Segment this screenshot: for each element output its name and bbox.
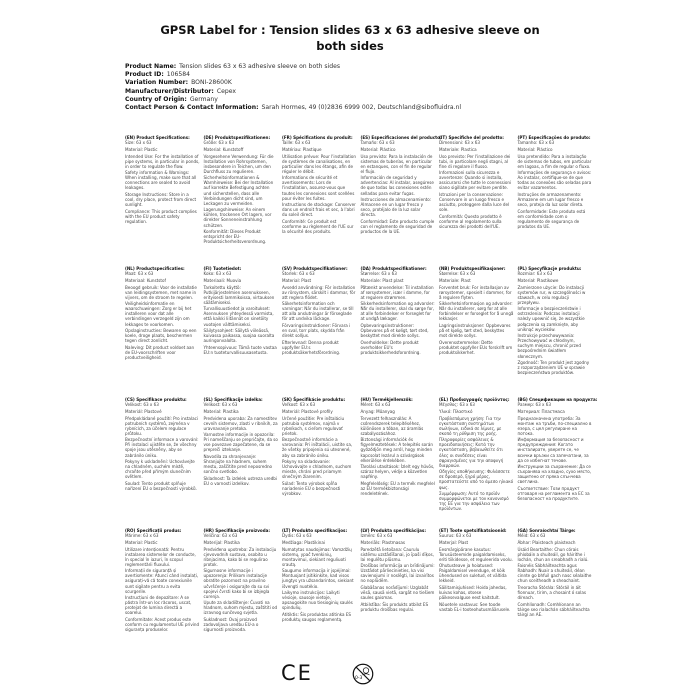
spec-size: Izmērs: 63 x 63 xyxy=(360,533,393,539)
spec-heading: (FI) Tuotetiedot: xyxy=(203,266,242,271)
variation-number-label: Variation Number: xyxy=(125,79,189,87)
spec-heading: (HU) Termékjellemzők: xyxy=(360,397,413,402)
spec-block xyxy=(361,397,440,528)
spec-size: Méid: 63 x 63 xyxy=(517,533,546,539)
spec-storage: Förvaringsinstruktioner: Förvara i en sval, torr plats, skydda från direkt solljus. xyxy=(282,323,351,339)
spec-compliance: Atbilstība: Šis produkts atbilst ES produktu drošības regulai. xyxy=(360,602,429,613)
spec-block xyxy=(518,135,597,266)
spec-storage: Instrucciones de almacenamiento: Almacene en un lugar fresco y seco, protéjalo de la luz solar directa. xyxy=(360,197,432,218)
spec-size: Tamaño: 63 x 63 xyxy=(360,140,395,146)
spec-safety: Informații de siguranță și avertismente: Atunci când instalați, asigurați-vă că toate conexiunile sunt sigilate pentru a evita scurgerile. xyxy=(125,568,199,594)
page-title: GPSR Label for : Tension slides 63 x 63 adhesive sleeve on both sides xyxy=(160,23,540,53)
spec-material: Materiál: Plastové profily xyxy=(282,408,333,414)
spec-heading: (ET) Toote spetsifikatsioonid: xyxy=(439,528,507,533)
spec-compliance: Atitiktis: Šis produktas atitinka ES produktų saugos reglamentą. xyxy=(282,612,351,623)
spec-use: Numatytas naudojimas: Vamzdžių sistemų, ypač tvenkinių, montavimui, siekiant reguliuoti srautą. xyxy=(282,546,352,567)
spec-size: Dydis: 63 x 63 xyxy=(282,533,312,539)
spec-use: Paredzētā lietošana: Caurulu sistēmu uzstādīšanai, jo īpaši dīķos, lai regulētu plūsmu. xyxy=(360,546,434,562)
spec-heading: (BG) Спецификации на продукта: xyxy=(517,397,598,402)
spec-heading: (NL) Productspecificaties: xyxy=(125,266,185,271)
spec-compliance: Συμμόρφωση: Αυτό το προϊόν συμμορφώνεται με τον κανονισμό της ΕΕ για την ασφάλεια των προϊόντων. xyxy=(439,491,509,512)
spec-storage: Glabāšanas norādījumi: Uzglabāt vēsā, sausā vietā, sargāt no tiešiem saules gaismas. xyxy=(360,585,435,601)
spec-use: Intended Use: For the installation of pipe systems, in particular in ponds, in order to regulate the flow. xyxy=(125,153,200,169)
variation-number-value: BONI-28600K xyxy=(191,79,232,87)
spec-compliance: Efterlevnad: Denna produkt uppfyller EU:s produktsäkerhetsförordning. xyxy=(282,340,341,356)
spec-block xyxy=(361,135,440,266)
product-id-value: 106584 xyxy=(166,71,191,79)
spec-block xyxy=(282,397,361,528)
spec-heading: (PL) Specyfikacje produktu: xyxy=(517,266,582,271)
spec-material: Materijal: Plastika xyxy=(203,539,240,545)
spec-block xyxy=(439,528,518,659)
spec-safety: Safety information & Warnings: When installing, make sure that all connections are sealed to avoid leakages. xyxy=(125,170,197,191)
spec-storage: Upute za skladištenje: Čuvati na hladnom, suhom mjestu, zaštititi od izravnog sunčevog svjetla. xyxy=(203,600,278,616)
spec-safety: Varnostne informacije in opozorila: Pri nameščanju se prepričajte, da so vse povezave zapečatene, da se prepreči iztekanje. xyxy=(203,432,278,453)
spec-compliance: Sukladnost: Ovaj proizvod zadovoljava uredbu EU-a o sigurnosti proizvoda. xyxy=(203,617,259,633)
spec-size: Размер: 63 x 63 xyxy=(517,402,551,408)
spec-storage: Laikymo instrukcijos: Laikyti vėsioje, sausoje vietoje, apsaugokite nuo tiesioginių saulės spindulių. xyxy=(282,590,353,611)
spec-size: Größe: 63 x 63 xyxy=(203,140,234,146)
spec-material: Material: Kunststoff xyxy=(203,146,244,152)
spec-storage: Tárolási utasítások: Ízlelt egy hűvös, száraz helyen, védje a közvetlen napfény. xyxy=(360,464,435,480)
spec-size: Suurus: 63 x 63 xyxy=(439,533,472,539)
spec-material: Medžiaga: Plastikinai xyxy=(282,539,325,545)
spec-safety: Sigurnosne informacije i upozorenja: Prilikom instalacije obratite pozornost na pravilno učvršćenje i osigurajte da su svi spojevi čvrsti kako bi se izbjegla curenja. xyxy=(203,568,270,599)
spec-use: Tarkoitettu käyttö: Putkijärjestelmien asennukseen, erityisesti lammikoissa, virtauksen säätämiseksi. xyxy=(203,284,275,305)
variation-number-row xyxy=(125,79,605,87)
product-id-label: Product ID: xyxy=(125,71,164,79)
ce-mark-icon: CE xyxy=(281,661,313,685)
spec-use: Předpokládané použití: Pro instalaci potrubních systémů, zejména v rybnících, za účelem regulace průtoku. xyxy=(125,415,198,436)
spec-use: Beoogd gebruik: Voor de installatie van leidingsystemen, met name in vijvers, om de stroom te regelen. xyxy=(125,284,197,300)
spec-material: Anyag: Műanyag xyxy=(360,408,395,414)
contact-label: Contact Person & Contact Information: xyxy=(125,104,259,112)
spec-row xyxy=(125,528,605,659)
spec-use: Úsáid Beartaithe: Chun córais phíobáin a shuiteáil, go háirithe i lochán, chun an sreabhadh a rialú. xyxy=(517,546,589,562)
spec-block xyxy=(518,397,597,528)
spec-safety: Ohutusteave ja hoiatused: Paigaldamisel veenduge, et kõik ühendused on suletud, et vältida lekkeid. xyxy=(439,563,507,584)
product-name-label: Product Name: xyxy=(125,63,177,70)
spec-storage: Instruções de armazenamento: Armazene em um lugar fresco e seco, proteja da luz solar direta. xyxy=(517,192,584,208)
spec-use: Uso previsto: Para la instalación de sistemas de tuberías, en particular en estanques, con el fin de regular el flujo. xyxy=(360,153,433,174)
spec-storage: Инструкции за съхранение: Да се съхранява на хладно, сухо място, защитено от пряка слънчева светлина. xyxy=(517,464,592,485)
spec-block xyxy=(282,528,361,659)
spec-block xyxy=(125,135,204,266)
spec-compliance: Conformidade: Este produto está em conformidade com o regulamento de segurança de produtos da UE. xyxy=(517,209,586,230)
spec-compliance: Megfelelőség: EU a termék megfelel az EU termékbiztonsági rendeletének. xyxy=(360,481,435,497)
spec-compliance: Conformità: Questo prodotto è conforme al regolamento sulla sicurezza dei prodotti dell'UE. xyxy=(439,214,502,230)
spec-compliance: Overholdelse: Dette produkt overholder EU's produktsikkerhedsforordning. xyxy=(360,340,421,356)
spec-block xyxy=(125,266,204,397)
spec-heading: (PT) Especificações do produto: xyxy=(517,135,591,140)
spec-safety: Faisnéis Sábháilteachta agus Rabhadh: Nuair a shuiteáil, déan cinnte go bhfuil gach nasc séalaithe chun sceitheadh a sheachaint. xyxy=(517,563,592,584)
spec-block xyxy=(439,397,518,528)
spec-heading: (SL) Specifikacije izdelka: xyxy=(203,397,263,402)
spec-block xyxy=(282,266,361,397)
spec-size: Méret: 63 x 63 xyxy=(360,402,391,408)
spec-heading: (FR) Spécifications du produit: xyxy=(282,135,353,140)
spec-block xyxy=(204,266,283,397)
spec-compliance: Comhlíonadh: Comhlíonann an táirge seo rialachán sábháilteachta táirgí an AE. xyxy=(517,602,590,618)
spec-use: Forventet bruk: For installasjon av rørsystemer, spesielt i dammer, for å regulere flyten. xyxy=(439,284,512,300)
product-name-value: Tension slides 63 x 63 adhesive sleeve on both sides xyxy=(179,63,341,70)
spec-safety: Saugumo informacija ir įspėjimai: Montuojant įsitikinkite, kad visos jungtys yra užsandarintos, siekiant išvengti nuotėkio. xyxy=(282,568,354,589)
spec-storage: Säilytysohjeet: Säilytä viileässä, kuivassa paikassa, suojaa suoralta auringonvalolta. xyxy=(203,328,275,344)
manufacturer-value: Cepex xyxy=(216,87,236,95)
spec-safety: Πληροφορίες ασφάλειας & προειδοποιήσεις: Κατά την εγκατάσταση, βεβαιωθείτε ότι όλες οι συνδέσεις είναι σφραγισμένες για την αποφυγή διαρροών. xyxy=(439,437,504,468)
spec-material: Material: Plast xyxy=(282,277,312,283)
spec-storage: Säilitamisjuhised: Hoida jahedas, kuivas kohas, otsese päikesevalguse eest kaitstult. xyxy=(439,585,507,601)
spec-size: Velikost: 63 x 63 xyxy=(203,402,238,408)
spec-material: Materiāls: Plastmasas xyxy=(360,539,406,545)
spec-compliance: Conformitate: Acest produs este conform cu regulamentul UE privind siguranța produselor. xyxy=(125,617,200,633)
spec-safety: Informações de segurança e avisos: Ao instalar, certifique-se de que todas as conexões são seladas para evitar vazamentos. xyxy=(517,170,592,191)
spec-storage: Pokyny na skladovanie: Uchovávajte v chladnom, suchom mieste, chráni pred priamym slnečným žiarením. xyxy=(282,459,352,480)
spec-heading: (LT) Produkto specifikacijos: xyxy=(282,528,348,533)
spec-heading: (IT) Specifiche del prodotto: xyxy=(439,135,504,140)
spec-heading: (HR) Specifikacije proizvoda: xyxy=(203,528,271,533)
spec-safety: Información de seguridad y advertencias: Al instalar, asegúrese de que todas las conexiones estén selladas para evitar fugas. xyxy=(360,175,434,196)
spec-size: Størrelse: 63 x 63 xyxy=(360,271,397,277)
contact-row xyxy=(125,104,605,112)
spec-material: Materiale: Plast plast xyxy=(360,277,404,283)
spec-safety: Sikkerhedsinformation og advarsler: Når du installerer, skal du sørge for, at alle forbindelser er forseglet for at undgå lækager. xyxy=(360,301,435,322)
spec-storage: Instructions de stockage: Conserver dans un endroit frais et sec, à l'abri du soleil direct. xyxy=(282,202,356,218)
spec-material: Υλικό: Πλαστικό xyxy=(439,408,473,414)
product-id-row xyxy=(125,71,605,79)
spec-material: Materjal: Plast xyxy=(439,539,469,545)
spec-material: Материал: Пластмаса xyxy=(517,408,565,414)
spec-safety: Drošības informācija un brīdinājumi: Uzstādot pārliecinieties, ka visi savienojumi ir noslēgti, lai izvairītos no noplūdēm. xyxy=(360,563,435,584)
spec-storage: Οδηγίες αποθήκευσης: Φυλάσσετε σε δροσερό, ξηρό μέρος, προστατεύστε από το άμεσο ηλιακό φως. xyxy=(439,469,514,490)
spec-size: Tamanho: 63 x 63 xyxy=(517,140,555,146)
spec-use: Vorgesehene Verwendung: Für die Installation von Rohrsystemen, insbesondere in Teichen, um den Durchfluss zu regulieren. xyxy=(203,153,274,174)
spec-compliance: Naleving: Dit product voldoet aan de EU-voorschriften voor productveiligheid. xyxy=(125,345,195,361)
spec-safety: Informacje o bezpieczeństwie i ostrzeżenia: Podczas instalacji należy upewnić się, że wszystkie połączenia są zamknięte, aby uniknąć wycieków. xyxy=(517,306,585,332)
spec-compliance: Zgodność: Ten produkt jest zgodny z rozporządzeniem UE w sprawie bezpieczeństwa produktów. xyxy=(517,360,590,376)
spec-use: Uso previsto: Per l'installazione dei tubi, in particolare negli stagni, al fine di regolare il flusso. xyxy=(439,153,511,169)
spec-storage: Opslaginstructies: Bewaren op een koele, droge plaats, beschermen tegen direct zonlicht. xyxy=(125,328,197,344)
spec-use: Zamierzone użycie: Do instalacji systemów rur, w szczególności w stawach, w celu regulacji przepływu. xyxy=(517,284,586,305)
spec-safety: Veiligheidsinformatie en waarschuwingen: Zorg er bij het installeren voor dat alle verbindingen verzegeld zijn om lekkages te voorkomen. xyxy=(125,301,192,327)
spec-use: Predvidena uporaba: Za namestitev cevnih sistemov, zlasti v ribnikih, za uravnavanje pretoka. xyxy=(203,415,278,431)
spec-compliance: Compliance: This product complies with the EU product safety regulation. xyxy=(125,209,197,225)
spec-heading: (ES) Especificaciones del producto: xyxy=(360,135,442,140)
spec-storage: Instrucțiuni de depozitare: A se păstra într-un loc răcoros, uscat, protejat de lumina directă a soarelui. xyxy=(125,595,192,616)
spec-storage: Opbevaringsinstruktioner: Opbevares på et køligt, tørt sted, beskyttet mod direkte sollys. xyxy=(360,323,429,339)
spec-compliance: Overensstemmelse: Dette produktet oppfyller EUs forskrift om produktsikkerhet. xyxy=(439,340,513,356)
spec-storage: Istruzioni per la conservazione: Conservare in un luogo fresco e asciutto, proteggere dalla luce del sole. xyxy=(439,192,510,213)
country-of-origin-label: Country of Origin: xyxy=(125,95,187,103)
spec-storage: Navodila za shranjevanje: Shranjujte na hladnem, suhem mestu, zaščitite pred neposredno sončno svetlobo. xyxy=(203,454,273,475)
spec-use: Predviđena upotreba: Za instalaciju cjevovodnih sustava, osobito u ribnjacima, kako bi se regulirao protok. xyxy=(203,546,277,567)
product-name-row xyxy=(125,63,605,71)
spec-compliance: Conformité: Ce produit est conforme au règlement de l'UE sur la sécurité des produits. xyxy=(282,219,354,235)
spec-block xyxy=(361,528,440,659)
spec-use: Eesmärgipärane kasutus: Torusüsteemide paigaldamiseks, eriti tiikidesse, et reguleerida voolu. xyxy=(439,546,513,562)
spec-block xyxy=(439,135,518,266)
spec-compliance: Yhteensopivuus: Tämä tuote vastaa EU:n tuoteturvallisuusasetusta. xyxy=(203,345,277,356)
spec-safety: Sicherheitsinformationen & Warnhinweise: Bei der Installation auf korrekte Befestigung achten und sicherstellen, dass alle Verbindungen dicht sind, um Leckagen zu vermeiden. xyxy=(203,175,274,206)
spec-size: Rozmiar: 63 x 63 xyxy=(517,271,553,277)
spec-block xyxy=(518,528,597,659)
spec-material: Material: Plástico xyxy=(517,146,553,152)
spec-heading: (RO) Specificații produs: xyxy=(125,528,182,533)
spec-safety: Информация за безопасност и предупреждения: Когато инсталирате, уверете се, че всички връзки са запечатани, за да се избегнат течове. xyxy=(517,437,589,463)
spec-size: Storlek: 63 x 63 xyxy=(282,271,315,277)
spec-size: Dimensioni: 63 x 63 xyxy=(439,140,481,146)
spec-material: Material: Plastic xyxy=(125,539,158,545)
spec-block xyxy=(125,397,204,528)
spec-compliance: Konformität: Dieses Produkt entspricht der EU-Produktsicherheitsverordnung. xyxy=(203,229,267,245)
spec-heading: (EN) Product Specifications: xyxy=(125,135,190,140)
spec-use: Tervezett felhasználás: A csőrendszerek telepítéséhez, különösen a tóban, az áramlás szabályozásához. xyxy=(360,415,424,436)
spec-row xyxy=(125,266,605,397)
spec-heading: (DA) Produktspecifikationer: xyxy=(360,266,427,271)
spec-storage: Instrukcje przechowywania: Przechowywać w chłodnym, suchym miejscu, chronić przed bezpośrednim światłem słonecznym. xyxy=(517,333,581,359)
spec-use: Určené použitie: Pre inštaláciu potrubia systémov, najmä v rybníkoch, s cieľom regulovať prietok. xyxy=(282,415,345,436)
spec-material: Materiaali: Muovia xyxy=(203,277,242,283)
spec-block xyxy=(204,528,283,659)
spec-material: Materiaal: Kunststof xyxy=(125,277,166,283)
spec-safety: Biztonsági információk és figyelmeztetések: A telepítés során győződjön meg arról, hogy minden kapcsolat lezárul a szivárgások elkerülése érdekében. xyxy=(360,437,433,463)
spec-size: Veličina: 63 x 63 xyxy=(203,533,238,539)
spec-material: Material: Plastika xyxy=(203,408,239,414)
age-warning-label: 0-3 xyxy=(355,676,363,681)
spec-row xyxy=(125,135,605,266)
specifications-grid xyxy=(125,135,605,659)
spec-size: Maat: 63 x 63 xyxy=(125,271,154,277)
spec-material: Materiale: Plast xyxy=(439,277,471,283)
spec-safety: Turvallisuustiedot ja varoitukset: Asennuksen yhteydessä varmista, että kaikki liitännät on sinetöity vuotojen välttämiseksi. xyxy=(203,306,274,327)
spec-size: Størrelse: 63 x 63 xyxy=(439,271,476,277)
spec-size: Veľkosť: 63 x 63 xyxy=(282,402,316,408)
spec-heading: (GA) Sonraíochtaí Táirge: xyxy=(517,528,576,533)
spec-heading: (EL) Προδιαγραφές προϊόντος: xyxy=(439,397,510,402)
spec-size: Koko: 63 x 63 xyxy=(203,271,232,277)
manufacturer-label: Manufacturer/Distributor: xyxy=(125,87,214,95)
product-info xyxy=(125,63,605,112)
spec-heading: (SK) Špecifikácie produktu: xyxy=(282,397,346,402)
country-of-origin-value: Germany xyxy=(189,95,218,103)
spec-storage: Storage Instructions: Store in a cool, dry place, protect from direct sunlight. xyxy=(125,192,197,208)
spec-block xyxy=(125,528,204,659)
spec-use: Påtænkt anvendelse: Til installation af rørsystemer, især i damme, for at regulere strømmen. xyxy=(360,284,434,300)
spec-compliance: Съответствие: Този продукт отговаря на регламента на ЕС за безопасност на продуктите. xyxy=(517,486,590,502)
spec-block xyxy=(439,266,518,397)
spec-size: Size: 63 x 63 xyxy=(125,140,152,146)
spec-use: Avsedd användning: För installation av rörsystem, särskilt i dammar, för att reglera flödet. xyxy=(282,284,356,300)
age-warning-icon xyxy=(352,663,374,685)
spec-storage: Pokyny k uskladnění: Uchovávejte na chladném, suchém místě, chraňte před přímým slunečním světlem. xyxy=(125,459,195,480)
spec-safety: Bezpečnostné informácie a varovania: Pri inštalácii, uistite sa, že všetky pripojenia sú utesnené, aby sa zabránilo úniku. xyxy=(282,437,353,458)
spec-material: Material: Plastic xyxy=(125,146,158,152)
spec-material: Ábhar: Plaisteach plaisteach xyxy=(517,539,576,545)
spec-storage: Treoracha Stórála: Stóráil in áit fionnuar, tirim, a chosaint ó solas díreach. xyxy=(517,585,586,601)
spec-use: Предназначена употреба: За монтаж на тръби, по-специално в езера, с цел регулиране на потока. xyxy=(517,415,592,436)
spec-compliance: Nõuetele vastavus: See toode vastab EL-i tooteohutusmäärusele. xyxy=(439,602,511,613)
spec-size: Velikost: 63 x 63 xyxy=(125,402,159,408)
spec-block xyxy=(282,135,361,266)
spec-heading: (LV) Produkta specifikācijas: xyxy=(360,528,426,533)
spec-use: Utilisation prévue: Pour l'installation de systèmes de canalisations, en particulier dans les étangs, afin de réguler le débit. xyxy=(282,153,356,174)
spec-compliance: Soulad: Tento produkt splňuje nařízení EU o bezpečnosti výrobků. xyxy=(125,481,197,492)
spec-compliance: Súlad: Tento výrobok spĺňa nariadenie EÚ o bezpečnosti výrobkov. xyxy=(282,481,341,497)
spec-safety: Informazioni sulla sicurezza e avvertenze: Quando si installa, assicurarsi che tutte le connessioni siano sigillate per evitare perdite. xyxy=(439,170,512,191)
spec-storage: Lagringsinstruksjoner: Oppbevares på et kjølig, tørt sted, beskyttes mot direkte sollys. xyxy=(439,323,511,339)
spec-row xyxy=(125,397,605,528)
spec-heading: (NB) Produktspesifikasjoner: xyxy=(439,266,506,271)
spec-material: Materiale: Plastica xyxy=(439,146,477,152)
spec-safety: Sikkerhetsinformasjon og advarsler: Når du installerer, sørg for at alle forbindelser er forseglet for å unngå lekkasjer. xyxy=(439,301,514,322)
spec-size: Μέγεθος: 63 x 63 xyxy=(439,402,475,408)
spec-block xyxy=(361,266,440,397)
country-of-origin-row xyxy=(125,96,605,104)
spec-use: Uso pretendido: Para a instalação de sistemas de tubos, em particular em lagoas, a fim de regular o fluxo. xyxy=(517,153,592,169)
spec-storage: Lagerungshinweise: An einem kühlen, trockenen Ort lagern, vor direkter Sonneneinstrahlung schützen. xyxy=(203,207,272,228)
spec-safety: Informations de sécurité et avertissements: Lors de l'installation, assurez-vous que toutes les connexions sont scellées pour éviter les fuites. xyxy=(282,175,355,201)
spec-block xyxy=(518,266,597,397)
spec-material: Matériau: Plastique xyxy=(282,146,322,152)
spec-safety: Bezpečnostní informace a varování: Při instalaci ujistěte se, že všechny spoje jsou utěsněny, aby se zabránilo úniku. xyxy=(125,437,199,458)
spec-block xyxy=(204,397,283,528)
spec-heading: (DE) Produktspezifikationen: xyxy=(203,135,271,140)
spec-use: Προβλεπόμενη χρήση: Για την εγκατάσταση συστημάτων σωλήνων, ειδικά σε λίμνες, με σκοπό τη ρύθμιση της ροής. xyxy=(439,415,502,436)
spec-size: Taille: 63 x 63 xyxy=(282,140,311,146)
manufacturer-row xyxy=(125,88,605,96)
spec-use: Utilizare intenționată: Pentru instalarea sistemelor de conducte, în special în iazuri, în scopul reglementării fluxului. xyxy=(125,546,196,567)
spec-compliance: Skladnost: Ta izdelek ustreza uredbi EU o varnosti izdelkov. xyxy=(203,476,278,487)
spec-material: Materiał: Plastikowe xyxy=(517,277,559,283)
spec-material: Materiál: Plastové xyxy=(125,408,162,414)
spec-size: Mărime: 63 x 63 xyxy=(125,533,159,539)
spec-heading: (SV) Produktspecifikationer: xyxy=(282,266,348,271)
spec-heading: (CS) Specifikace produktu: xyxy=(125,397,187,402)
spec-compliance: Conformidad: Este producto cumple con el reglamento de seguridad de productos de la UE. xyxy=(360,219,435,235)
spec-safety: Säkerhetsinformation och varningar: När du installerar, se till att alla anslutningar är förseglade för att undvika läckage. xyxy=(282,301,354,322)
contact-value: Sarah Hormes, 49 (0)2836 6999 002, Deutschland@sibofluidra.nl xyxy=(261,104,462,112)
spec-material: Material: Plástico xyxy=(360,146,396,152)
spec-block xyxy=(204,135,283,266)
